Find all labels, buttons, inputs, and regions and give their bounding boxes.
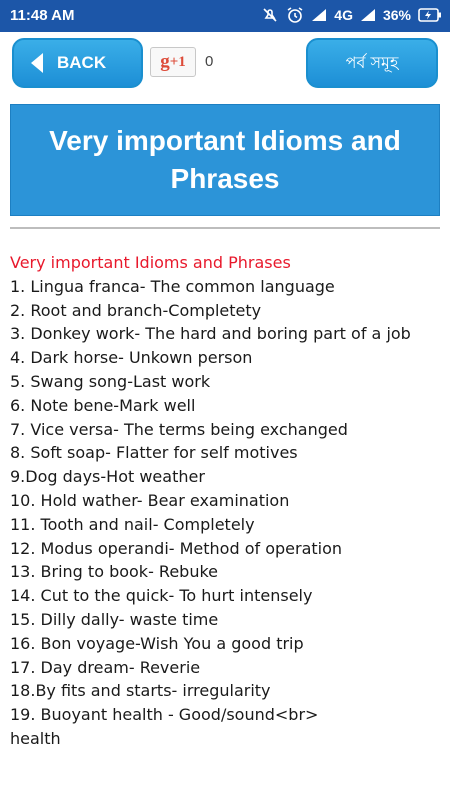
list-item: health [10,728,61,748]
list-item: 12. Modus operandi- Method of operation [10,538,343,558]
list-item: 11. Tooth and nail- Completely [10,514,255,534]
list-item: 13. Bring to book- Rebuke [10,562,218,582]
list-item: 6. Note bene-Mark well [10,395,196,415]
page-title: Very important Idioms and Phrases [10,104,440,216]
idioms-content [10,251,442,748]
toolbar [0,32,450,100]
list-item: 18.By fits and starts- irregularity [10,681,271,701]
list-item: 8. Soft soap- Flatter for self motives [10,443,298,463]
list-item: 3. Donkey work- The hard and boring part of a job [10,324,411,344]
mute-icon [261,6,279,24]
episodes-button[interactable]: পর্ব সমূহ [306,38,438,88]
back-button-label: BACK [57,53,107,72]
list-item: 16. Bon voyage-Wish You a good trip [10,633,304,653]
back-arrow-icon [29,52,45,74]
battery-percent: 36% [382,7,411,23]
content-heading: Very important Idioms and Phrases [10,253,291,272]
list-item: 7. Vice versa- The terms being exchanged [10,419,348,439]
battery-charging-icon [418,8,442,22]
alarm-icon [286,6,304,24]
gplus-count: 0 [205,53,214,70]
list-item: 4. Dark horse- Unkown person [10,348,253,368]
status-bar [0,0,450,32]
list-item: 15. Dilly dally- waste time [10,609,219,629]
back-button[interactable] [12,38,143,88]
signal-icon [311,8,327,22]
divider [10,227,440,229]
status-time: 11:48 AM [10,7,75,24]
signal-icon-2 [360,8,376,22]
list-item: 2. Root and branch-Completety [10,300,262,320]
list-item: 19. Buoyant health - Good/sound<br> [10,705,319,725]
status-icons [261,6,442,24]
list-item: 5. Swang song-Last work [10,371,211,391]
google-plus-icon: g [160,51,170,72]
list-item: 17. Day dream- Reverie [10,657,201,677]
google-plus-one-button[interactable] [150,47,196,77]
list-item: 9.Dog days-Hot weather [10,467,205,487]
list-item: 14. Cut to the quick- To hurt intensely [10,586,313,606]
list-item: 1. Lingua franca- The common language [10,276,335,296]
list-item: 10. Hold wather- Bear examination [10,490,290,510]
network-type: 4G [334,7,353,23]
gplus-label: +1 [169,53,186,70]
